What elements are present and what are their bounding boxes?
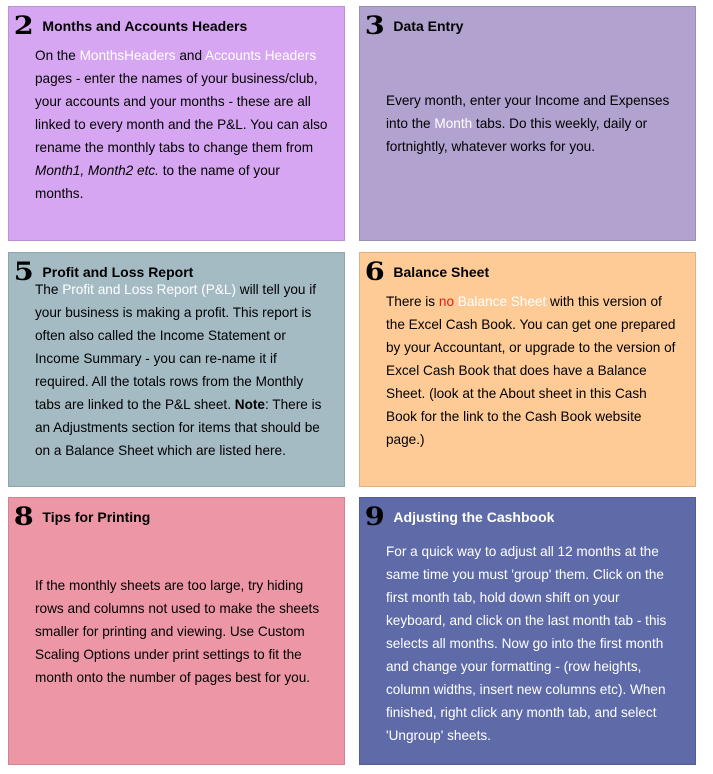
card-header	[366, 504, 554, 529]
body-text: and	[175, 48, 206, 63]
body-text: There is	[386, 294, 439, 309]
card-body	[386, 290, 681, 451]
body-text: If the monthly sheets are too large, try hiding rows and columns not used to make the sheets smaller for printing and viewing. Use Custom Scaling Options under print settings to fit the month onto the number of pages best for you.	[35, 578, 320, 685]
profit-and-loss-report-link[interactable]: Profit and Loss Report (P&L)	[62, 282, 236, 297]
card-adjusting-the-cashbook	[359, 497, 696, 765]
step-number: 8	[13, 502, 34, 531]
body-text: On the	[35, 48, 80, 63]
body-text: The	[35, 282, 63, 297]
step-number: 3	[364, 11, 385, 40]
card-tips-for-printing	[8, 497, 345, 765]
month-link[interactable]: Month	[434, 116, 473, 131]
card-body	[35, 278, 330, 462]
note-label: Note	[234, 397, 265, 412]
step-number: 2	[13, 11, 34, 40]
card-body	[386, 540, 681, 747]
body-text: Every month, enter your Income and Expenses into the	[386, 93, 670, 131]
card-title: Tips for Printing	[42, 508, 151, 525]
card-balance-sheet	[359, 252, 696, 487]
card-title: Months and Accounts Headers	[42, 17, 248, 34]
body-text: to the name of your months.	[35, 163, 280, 201]
body-text: will tell you if your business is making a profit. This report is often also called the Income Statement or Income Summary - you can re-name it if required. All the totals rows from the Monthly tabs are linked to the P&L sheet.	[35, 282, 317, 412]
body-text: tabs. Do this weekly, daily or fortnightly, whatever works for you.	[386, 116, 648, 154]
no-emphasis: no	[438, 294, 455, 309]
card-header	[15, 504, 150, 529]
accounts-headers-link[interactable]: Accounts Headers	[205, 48, 317, 63]
card-profit-and-loss-report	[8, 252, 345, 487]
card-header	[366, 259, 489, 284]
card-title: Profit and Loss Report	[42, 263, 194, 280]
body-text: with this version of the Excel Cash Book. You can get one prepared by your Accountant, or upgrade to the version of Excel Cash Book that does have a Balance Sheet. (look at the About sheet in this Cash Book for the link to the Cash Book website page.)	[386, 294, 676, 447]
card-title: Adjusting the Cashbook	[393, 508, 555, 525]
body-text-italic: Month1, Month2 etc.	[35, 163, 159, 178]
card-body	[35, 574, 330, 689]
card-title: Data Entry	[393, 17, 464, 34]
step-number: 6	[364, 257, 385, 286]
card-months-and-accounts-headers	[8, 6, 345, 241]
card-data-entry	[359, 6, 696, 241]
balance-sheet-link[interactable]: Balance Sheet	[457, 294, 547, 309]
body-text: pages - enter the names of your business/club, your accounts and your months - these are all linked to every month and the P&L. You can also rename the monthly tabs to change them from	[35, 71, 328, 155]
step-number: 5	[13, 257, 34, 286]
body-text: For a quick way to adjust all 12 months at the same time you must 'group' them. Click on the first month tab, hold down shift on your keyboard, and click on the last month tab - this selects all months. Now go into the first month and change your formatting - (row heights, column widths, insert new columns etc). When finished, right click any month tab, and select 'Ungroup' sheets.	[386, 544, 667, 743]
card-title: Balance Sheet	[393, 263, 490, 280]
card-header	[366, 13, 463, 38]
step-number: 9	[364, 502, 385, 531]
months-headers-link[interactable]: MonthsHeaders	[79, 48, 176, 63]
body-text: : There is an Adjustments section for items that should be on a Balance Sheet which are listed here.	[35, 397, 322, 458]
card-body	[35, 44, 330, 205]
card-body	[386, 89, 681, 158]
card-header	[15, 13, 247, 38]
